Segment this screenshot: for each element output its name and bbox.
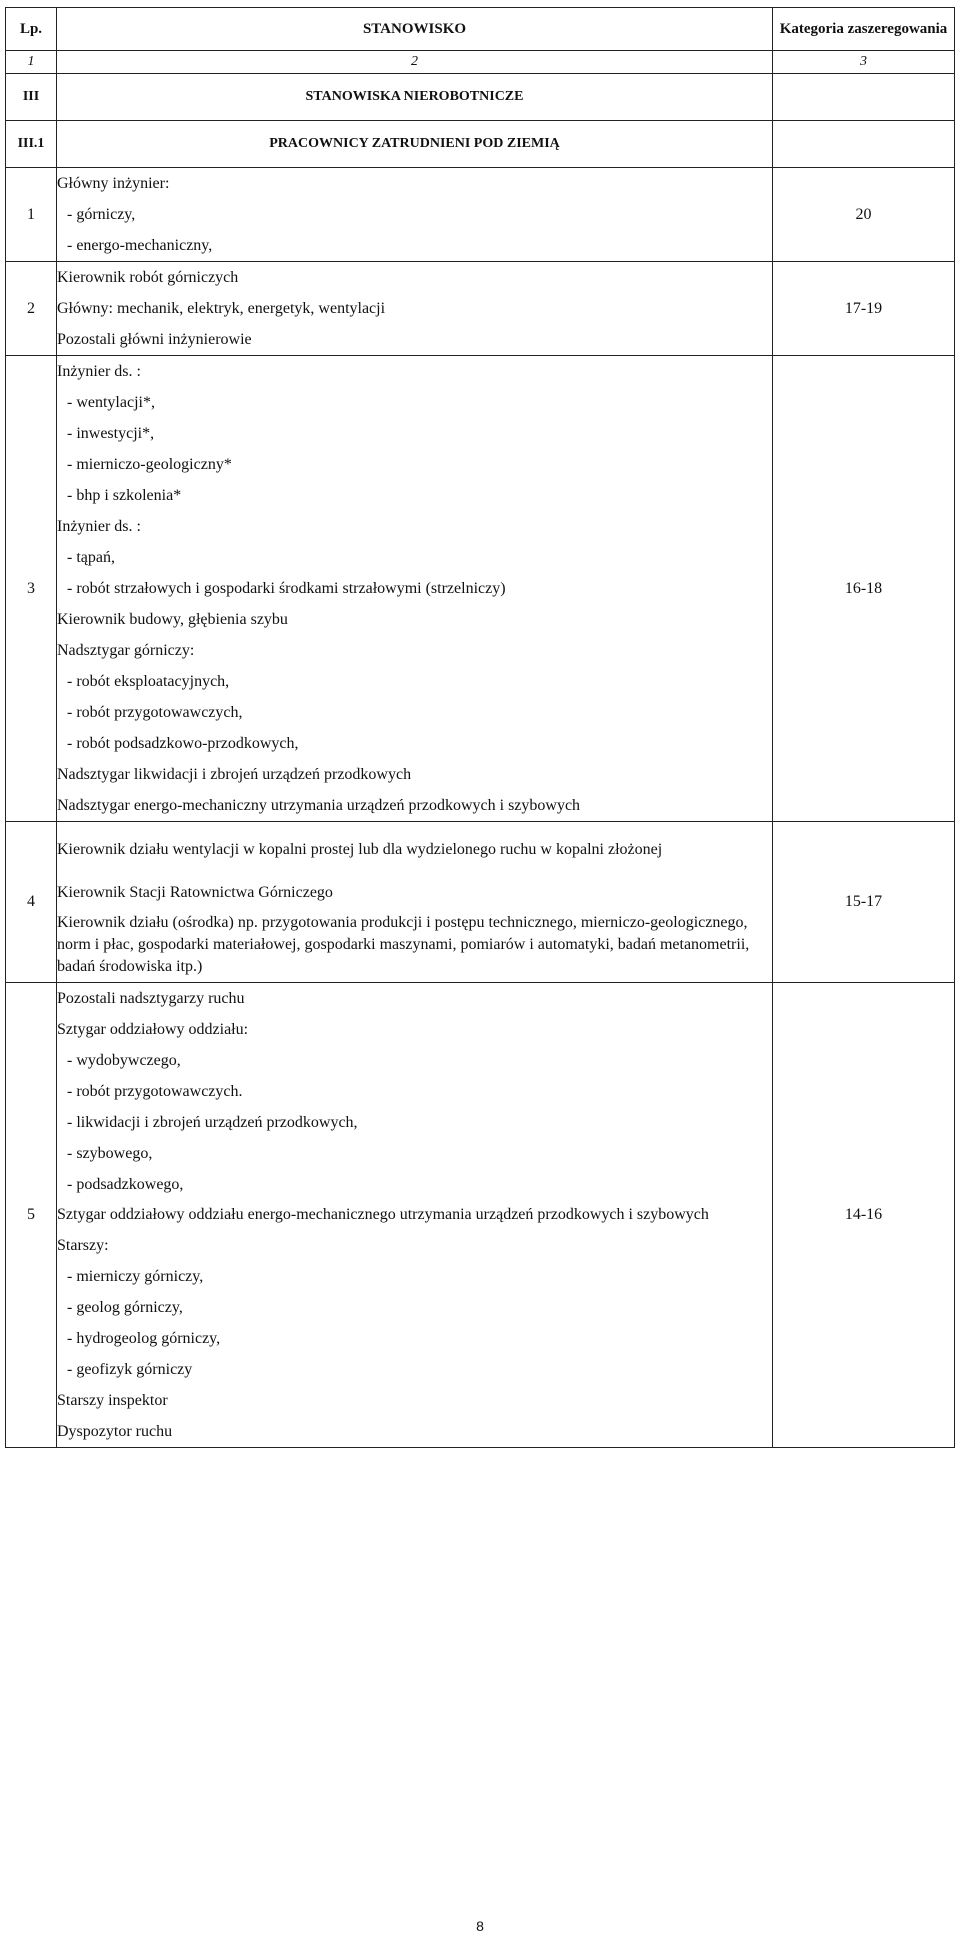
position-line: Główny inżynier: [57,175,170,192]
subsection-code: III.1 [6,121,57,168]
position-line: - hydrogeolog górniczy, [67,1330,221,1347]
position-line: - mierniczy górniczy, [67,1268,204,1285]
column-number: 2 [57,51,773,74]
row-positions [57,983,773,1448]
row-lp: 1 [6,168,57,262]
position-line: Pozostali nadsztygarzy ruchu [57,990,245,1007]
position-line: - górniczy, [67,206,136,223]
position-line: - geolog górniczy, [67,1299,183,1316]
position-line: Kierownik działu wentylacji w kopalni prostej lub dla wydzielonego ruchu w kopalni złożonej [57,841,663,858]
position-line: - robót przygotowawczych, [67,704,243,721]
position-line: Kierownik Stacji Ratownictwa Górniczego [57,884,333,901]
column-number: 1 [6,51,57,74]
row-positions [57,168,773,262]
position-line: - wydobywczego, [67,1052,181,1069]
header-stanowisko: STANOWISKO [57,8,773,51]
position-line: Nadsztygar górniczy: [57,642,195,659]
row-category: 14-16 [773,983,955,1448]
table-row [6,356,955,822]
row-category: 17-19 [773,262,955,356]
position-line: Dyspozytor ruchu [57,1423,173,1440]
subsection-row [6,121,955,168]
table-row [6,983,955,1448]
column-number: 3 [773,51,955,74]
position-line: - mierniczo-geologiczny* [67,456,232,473]
position-line: Starszy inspektor [57,1392,168,1409]
section-title: STANOWISKA NIEROBOTNICZE [57,74,773,121]
position-line: Sztygar oddziałowy oddziału energo-mechanicznego utrzymania urządzeń przodkowych i szybowych [57,1206,709,1223]
row-category: 20 [773,168,955,262]
position-line: Kierownik robót górniczych [57,269,239,286]
position-line: - podsadzkowego, [67,1176,184,1193]
job-category-table [5,7,955,1448]
header-kategoria: Kategoria zaszeregowania [773,8,955,51]
position-line: - szybowego, [67,1145,153,1162]
position-line: Pozostali główni inżynierowie [57,331,252,348]
row-positions [57,356,773,822]
subsection-title: PRACOWNICY ZATRUDNIENI POD ZIEMIĄ [57,121,773,168]
row-positions [57,822,773,983]
header-row [6,8,955,51]
row-lp: 4 [6,822,57,983]
position-line: - robót podsadzkowo-przodkowych, [67,735,299,752]
position-line: - wentylacji*, [67,394,155,411]
row-lp: 2 [6,262,57,356]
header-lp: Lp. [6,8,57,51]
row-category: 15-17 [773,822,955,983]
position-line: Kierownik działu (ośrodka) np. przygotowania produkcji i postępu technicznego, mierniczo-geologicznego, norm i płac, gospodarki materiałowej, gospodarki maszynami, pomiarów i automatyki, badań metanometrii, badań środowiska itp.) [57,914,750,975]
position-line: - robót strzałowych i gospodarki środkami strzałowymi (strzelniczy) [67,580,506,597]
section-row [6,74,955,121]
section-code: III [6,74,57,121]
position-line: - likwidacji i zbrojeń urządzeń przodkowych, [67,1114,358,1131]
row-lp: 5 [6,983,57,1448]
column-number-row [6,51,955,74]
position-line: - tąpań, [67,549,115,566]
subsection-empty [773,121,955,168]
page-number: 8 [476,1918,484,1934]
section-empty [773,74,955,121]
position-line: Główny: mechanik, elektryk, energetyk, wentylacji [57,300,386,317]
position-line: - bhp i szkolenia* [67,487,182,504]
position-line: - geofizyk górniczy [67,1361,193,1378]
table-row [6,168,955,262]
table-row [6,822,955,983]
position-line: Kierownik budowy, głębienia szybu [57,611,288,628]
row-positions [57,262,773,356]
position-line: - energo-mechaniczny, [67,237,213,254]
table-row [6,262,955,356]
position-line: Starszy: [57,1237,109,1254]
row-lp: 3 [6,356,57,822]
row-category: 16-18 [773,356,955,822]
position-line: Sztygar oddziałowy oddziału: [57,1021,249,1038]
position-line: - robót eksploatacyjnych, [67,673,230,690]
position-line: - inwestycji*, [67,425,155,442]
position-line: Nadsztygar likwidacji i zbrojeń urządzeń przodkowych [57,766,412,783]
position-line: Nadsztygar energo-mechaniczny utrzymania urządzeń przodkowych i szybowych [57,797,581,814]
page-sheet [5,7,955,1448]
position-line: Inżynier ds. : [57,518,141,535]
position-line: Inżynier ds. : [57,363,141,380]
position-line: - robót przygotowawczych. [67,1083,243,1100]
